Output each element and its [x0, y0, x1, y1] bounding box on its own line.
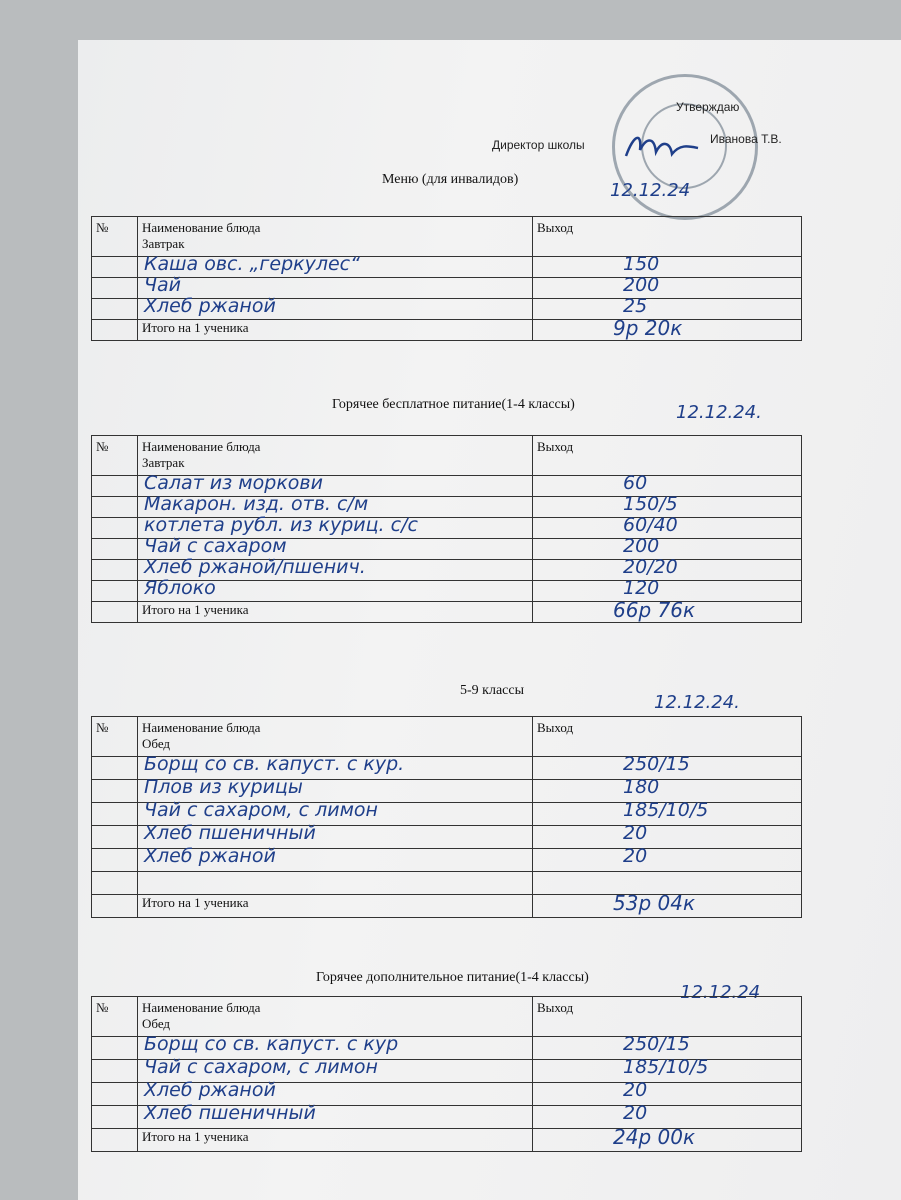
- dish-name: Каша овс. „геркулес“: [144, 253, 360, 275]
- dish-name: Хлеб ржаной: [144, 845, 276, 867]
- total-row: [92, 1129, 802, 1152]
- col-name-header: [138, 717, 533, 757]
- section-title: Горячее дополнительное питание(1-4 классы): [316, 970, 589, 985]
- row-number-cell: [92, 1037, 138, 1060]
- total-cell: [533, 891, 802, 918]
- dish-cell: [138, 845, 533, 872]
- col-output-header: Выход: [533, 717, 802, 757]
- col-name-header: [138, 436, 533, 476]
- table-row: [92, 257, 802, 278]
- total-row: [92, 320, 802, 341]
- col-output-header: Выход: [533, 217, 802, 257]
- dish-name: Чай: [144, 274, 182, 296]
- row-number-cell: [92, 780, 138, 803]
- dish-output: 250/15: [623, 753, 690, 775]
- dish-name: Чай с сахаром, с лимон: [144, 799, 378, 821]
- row-number-cell: [92, 560, 138, 581]
- row-number-cell: [92, 826, 138, 849]
- table-header-row: [92, 217, 802, 257]
- dish-output: 20: [623, 1079, 648, 1101]
- col-name-label: Наименование блюда: [142, 439, 261, 454]
- dish-cell: [138, 253, 533, 278]
- row-number-cell: [92, 518, 138, 539]
- director-label: Директор школы: [492, 138, 585, 152]
- dish-name: Салат из моркови: [144, 472, 323, 494]
- dish-name: котлета рубл. из куриц. с/с: [144, 514, 418, 536]
- menu-table: [91, 216, 802, 341]
- dish-cell: [138, 872, 533, 895]
- row-number-cell: [92, 803, 138, 826]
- total-cell: [533, 316, 802, 341]
- col-output-header: Выход: [533, 997, 802, 1037]
- total-row: [92, 602, 802, 623]
- dish-name: Плов из курицы: [144, 776, 303, 798]
- dish-name: Хлеб ржаной: [144, 295, 276, 317]
- row-number-cell: [92, 849, 138, 872]
- col-output-header: Выход: [533, 436, 802, 476]
- table-row: [92, 849, 802, 872]
- dish-name: Борщ со св. капуст. с кур.: [144, 753, 405, 775]
- dish-name: Чай с сахаром, с лимон: [144, 1056, 378, 1078]
- dish-cell: [138, 1102, 533, 1129]
- meal-label: Завтрак: [142, 236, 185, 251]
- row-number-cell: [92, 278, 138, 299]
- meal-label: Завтрак: [142, 455, 185, 470]
- dish-output: 25: [623, 295, 648, 317]
- total-number-cell: [92, 1129, 138, 1152]
- table-header-row: [92, 997, 802, 1037]
- col-number-header: №: [92, 997, 138, 1037]
- total-label: Итого на 1 ученика: [138, 895, 533, 918]
- dish-output: 20: [623, 845, 648, 867]
- col-name-label: Наименование блюда: [142, 720, 261, 735]
- row-number-cell: [92, 1060, 138, 1083]
- row-number-cell: [92, 476, 138, 497]
- total-value: 9р 20к: [613, 316, 683, 340]
- menu-table: [91, 435, 802, 623]
- section-date: 12.12.24: [610, 180, 691, 201]
- dish-name: Хлеб ржаной/пшенич.: [144, 556, 366, 578]
- total-value: 53р 04к: [613, 891, 696, 915]
- table-row: [92, 299, 802, 320]
- menu-table: [91, 996, 802, 1152]
- col-name-label: Наименование блюда: [142, 220, 261, 235]
- output-cell: [533, 253, 802, 278]
- row-number-cell: [92, 1106, 138, 1129]
- dish-name: Яблоко: [144, 577, 216, 599]
- row-number-cell: [92, 1083, 138, 1106]
- dish-output: 60/40: [623, 514, 678, 536]
- menu-table: [91, 716, 802, 918]
- output-cell: [533, 1079, 802, 1106]
- row-number-cell: [92, 872, 138, 895]
- total-number-cell: [92, 320, 138, 341]
- output-cell: [533, 799, 802, 826]
- output-cell: [533, 845, 802, 872]
- output-cell: [533, 1056, 802, 1083]
- approve-label: Утверждаю: [676, 100, 740, 114]
- total-label: Итого на 1 ученика: [138, 602, 533, 623]
- section-date: 12.12.24: [680, 982, 761, 1003]
- dish-output: 200: [623, 274, 660, 296]
- section-date: 12.12.24.: [654, 692, 740, 713]
- table-header-row: [92, 717, 802, 757]
- col-name-header: [138, 997, 533, 1037]
- total-value: 24р 00к: [613, 1125, 696, 1149]
- output-cell: [533, 514, 802, 539]
- dish-output: 200: [623, 535, 660, 557]
- row-number-cell: [92, 757, 138, 780]
- director-signature: [622, 128, 702, 168]
- row-number-cell: [92, 299, 138, 320]
- output-cell: [533, 274, 802, 299]
- table-header-row: [92, 436, 802, 476]
- total-label: Итого на 1 ученика: [138, 320, 533, 341]
- dish-name: Борщ со св. капуст. с кур: [144, 1033, 399, 1055]
- dish-output: 20/20: [623, 556, 678, 578]
- section-title: Меню (для инвалидов): [382, 172, 519, 187]
- dish-name: Хлеб пшеничный: [144, 822, 316, 844]
- row-number-cell: [92, 581, 138, 602]
- row-number-cell: [92, 257, 138, 278]
- dish-output: 185/10/5: [623, 1056, 709, 1078]
- col-name-label: Наименование блюда: [142, 1000, 261, 1015]
- output-cell: [533, 753, 802, 780]
- section-title: Горячее бесплатное питание(1-4 классы): [332, 397, 575, 412]
- total-number-cell: [92, 602, 138, 623]
- total-cell: [533, 1125, 802, 1152]
- dish-output: 180: [623, 776, 660, 798]
- col-number-header: №: [92, 717, 138, 757]
- row-number-cell: [92, 539, 138, 560]
- dish-output: 120: [623, 577, 660, 599]
- col-name-header: [138, 217, 533, 257]
- meal-label: Обед: [142, 736, 171, 751]
- row-number-cell: [92, 497, 138, 518]
- dish-output: 185/10/5: [623, 799, 709, 821]
- dish-name: Чай с сахаром: [144, 535, 287, 557]
- dish-name: Хлеб пшеничный: [144, 1102, 316, 1124]
- dish-output: 250/15: [623, 1033, 690, 1055]
- dish-name: Хлеб ржаной: [144, 1079, 276, 1101]
- total-cell: [533, 598, 802, 623]
- dish-output: 150: [623, 253, 660, 275]
- total-row: [92, 895, 802, 918]
- total-label: Итого на 1 ученика: [138, 1129, 533, 1152]
- dish-cell: [138, 577, 533, 602]
- section-date: 12.12.24.: [676, 402, 762, 423]
- col-number-header: №: [92, 217, 138, 257]
- dish-output: 20: [623, 1102, 648, 1124]
- dish-output: 150/5: [623, 493, 678, 515]
- dish-output: 60: [623, 472, 648, 494]
- col-number-header: №: [92, 436, 138, 476]
- total-number-cell: [92, 895, 138, 918]
- dish-name: Макарон. изд. отв. с/м: [144, 493, 369, 515]
- meal-label: Обед: [142, 1016, 171, 1031]
- dish-output: 20: [623, 822, 648, 844]
- output-cell: [533, 822, 802, 849]
- total-value: 66р 76к: [613, 598, 696, 622]
- output-cell: [533, 556, 802, 581]
- dish-cell: [138, 295, 533, 320]
- section-title: 5-9 классы: [460, 683, 524, 698]
- director-name: Иванова Т.В.: [710, 132, 782, 146]
